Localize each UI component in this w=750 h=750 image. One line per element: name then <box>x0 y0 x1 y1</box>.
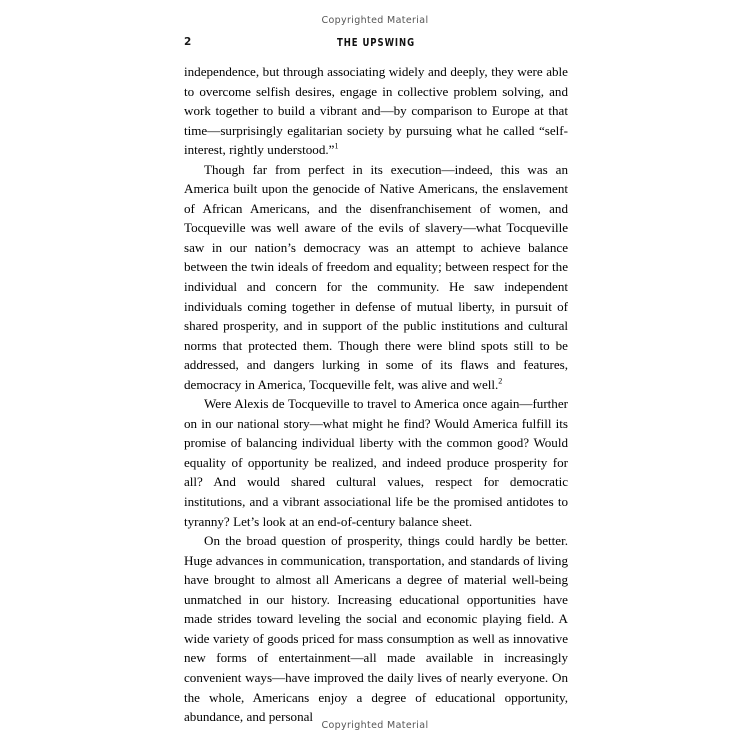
copyright-watermark-top: Copyrighted Material <box>321 15 429 26</box>
body-paragraph <box>184 531 568 726</box>
book-title-header: THE UPSWING <box>336 36 416 49</box>
body-paragraph <box>184 394 568 531</box>
running-head <box>184 36 568 52</box>
page-number: 2 <box>184 36 192 48</box>
paragraph-text: Were Alexis de Tocqueville to travel to America once again—further on in our national story—what might he find? Would America fulfill its promise of balancing individual liberty with the common good? Would equality of opportunity be realized, and indeed produce prosperity for all? And would shared cultural values, respect for democratic institutions, and a vibrant associational life be the promised antidotes to tyranny? Let’s look at an end-of-century balance sheet. <box>184 396 568 529</box>
footnote-marker[interactable]: 2 <box>498 376 503 386</box>
body-text-block <box>184 62 568 727</box>
paragraph-text: On the broad question of prosperity, things could hardly be better. Huge advances in communication, transportation, and standards of living have brought to almost all Americans a degree of material well-being unmatched in our history. Increasing educational opportunities have made strides toward leveling the social and economic playing field. A wide variety of goods priced for mass consumption as well as innovative new forms of entertainment—all made available in increasingly convenient ways—have improved the daily lives of nearly everyone. On the whole, Americans enjoy a degree of educational opportunity, abundance, and personal <box>184 533 568 725</box>
copyright-watermark-bottom: Copyrighted Material <box>321 720 429 731</box>
paragraph-text: independence, but through associating widely and deeply, they were able to overcome selfish desires, engage in collective problem solving, and work together to build a vibrant and—by comparison to Europe at that time—surprisingly egalitarian society by pursuing what he called “self-interest, rightly understood.” <box>184 64 568 158</box>
footnote-marker[interactable]: 1 <box>334 141 339 151</box>
body-paragraph <box>184 160 568 395</box>
paragraph-text: Though far from perfect in its execution—indeed, this was an America built upon the genocide of Native Americans, the enslavement of African Americans, and the disenfranchisement of women, and Tocqueville was well aware of the evils of slavery—what Tocqueville saw in our nation’s democracy was an attempt to achieve balance between the twin ideals of freedom and equality; between respect for the individual and concern for the community. He saw independent individuals coming together in defense of mutual liberty, in pursuit of shared prosperity, and in support of the public institutions and cultural norms that protected them. Though there were blind spots still to be addressed, and dangers lurking in some of its flaws and features, democracy in America, Tocqueville felt, was alive and well. <box>184 161 568 392</box>
body-paragraph <box>184 62 568 160</box>
